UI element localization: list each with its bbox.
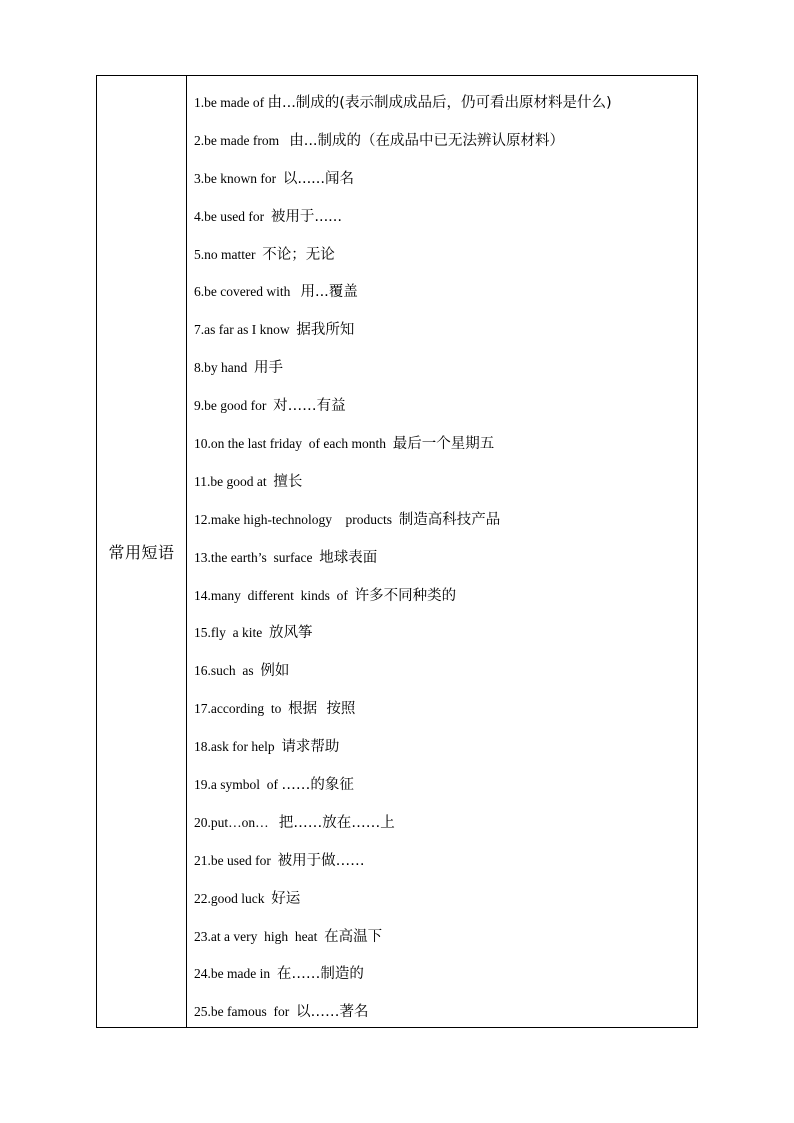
phrase-item [194, 880, 697, 918]
phrase-chinese: 在……制造的 [276, 966, 364, 983]
phrase-chinese: 把……放在……上 [278, 814, 395, 831]
phrase-english: 2.be made from [194, 132, 290, 148]
phrase-english: 24.be made in [194, 966, 277, 982]
phrase-item [194, 122, 697, 160]
phrase-chinese: 在高温下 [324, 928, 383, 945]
phrase-item [194, 614, 697, 652]
phrase-english: 20.put…on… [194, 814, 279, 830]
phrase-chinese: 好运 [271, 890, 301, 907]
phrase-item [194, 804, 697, 842]
phrase-chinese: 被用于做…… [277, 852, 365, 869]
phrase-english: 22.good luck [194, 890, 272, 906]
phrase-item [194, 539, 697, 577]
phrase-item [194, 425, 697, 463]
phrase-english: 18.ask for help [194, 739, 282, 755]
phrase-english: 15.fly a kite [194, 625, 269, 641]
phrase-english: 9.be good for [194, 398, 274, 414]
phrase-item [194, 198, 697, 236]
phrase-chinese: 例如 [260, 663, 290, 680]
phrase-item [194, 236, 697, 274]
phrase-english: 7.as far as I know [194, 322, 297, 338]
phrase-english: 8.by hand [194, 360, 254, 376]
phrase-item [194, 311, 697, 349]
phrase-chinese: 被用于...... [270, 208, 343, 225]
phrase-chinese: 根据 按照 [288, 701, 356, 718]
phrase-english: 23.at a very high heat [194, 928, 325, 944]
phrase-item [194, 918, 697, 956]
phrase-chinese: 制造高科技产品 [398, 511, 501, 528]
label-cell [97, 76, 187, 1027]
phrase-english: 10.on the last friday of each month [194, 436, 393, 452]
phrase-list [187, 84, 697, 1031]
phrase-item [194, 577, 697, 615]
phrase-english: 25.be famous for [194, 1004, 296, 1020]
phrase-chinese: 对……有益 [273, 398, 346, 415]
phrase-chinese: 不论；无论 [262, 246, 335, 263]
phrase-item [194, 387, 697, 425]
phrase-chinese: 由...制成的（在成品中已无法辨认原材料） [289, 132, 565, 149]
phrase-item [194, 993, 697, 1031]
phrase-item [194, 273, 697, 311]
phrase-english: 11.be good at [194, 473, 274, 489]
phrase-item [194, 690, 697, 728]
phrase-english: 12.make high-technology products [194, 511, 399, 527]
phrase-item [194, 84, 697, 122]
phrase-item [194, 160, 697, 198]
section-label: 常用短语 [108, 543, 175, 562]
phrase-english: 19.a symbol of [194, 777, 282, 793]
phrase-english: 6.be covered with [194, 284, 301, 300]
phrase-chinese: 以……著名 [295, 1004, 369, 1021]
phrase-item [194, 463, 697, 501]
phrase-item [194, 955, 697, 993]
phrase-chinese: 以......闻名 [282, 170, 355, 187]
phrase-english: 4.be used for [194, 208, 271, 224]
phrase-english: 1.be made of [194, 95, 268, 110]
phrase-chinese: 放风筝 [268, 625, 313, 642]
phrase-item [194, 728, 697, 766]
phrase-table [96, 75, 698, 1028]
phrase-item [194, 652, 697, 690]
phrase-english: 17.according to [194, 701, 289, 717]
phrase-item [194, 349, 697, 387]
phrase-english: 13.the earth’s surface [194, 549, 320, 565]
phrase-english: 3.be known for [194, 170, 283, 186]
phrase-item [194, 842, 697, 880]
phrase-chinese: ……的象征 [281, 777, 354, 794]
phrase-chinese: 用手 [254, 360, 283, 377]
phrase-chinese: 许多不同种类的 [354, 587, 457, 604]
phrase-item [194, 766, 697, 804]
phrase-chinese: 请求帮助 [281, 739, 340, 756]
phrase-english: 21.be used for [194, 852, 278, 868]
phrase-chinese: 擅长 [273, 473, 303, 490]
phrase-chinese: 据我所知 [296, 322, 355, 339]
content-cell [187, 76, 697, 1027]
phrase-english: 16.such as [194, 663, 261, 679]
phrase-english: 5.no matter [194, 246, 263, 262]
phrase-chinese: 最后一个星期五 [392, 436, 495, 453]
phrase-item [194, 501, 697, 539]
phrase-chinese: 用...覆盖 [300, 284, 358, 301]
phrase-chinese: 由...制成的(表示制成成品后，仍可看出原材料是什么) [267, 95, 612, 111]
phrase-chinese: 地球表面 [319, 549, 378, 566]
phrase-english: 14.many different kinds of [194, 587, 355, 603]
